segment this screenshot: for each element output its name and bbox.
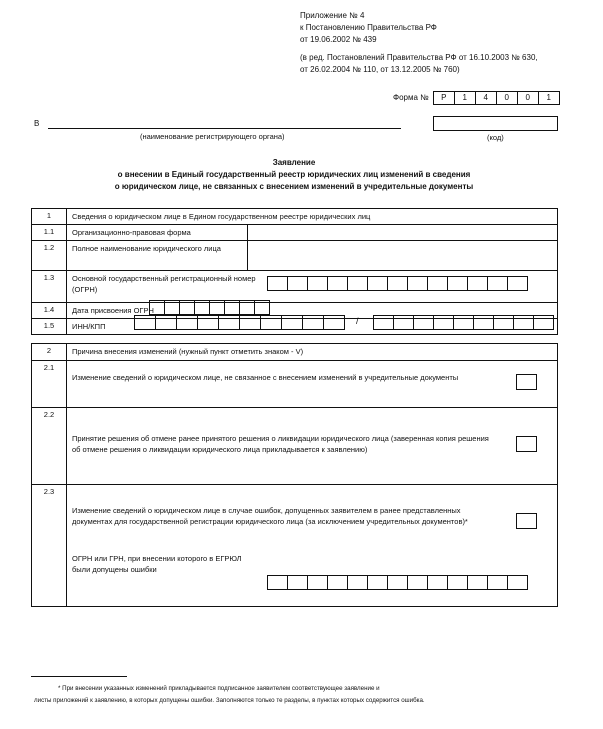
appendix-line-2: к Постановлению Правительства РФ [300, 23, 437, 32]
row-1-4-label: Дата присвоения ОГРН [67, 303, 558, 319]
footnote-line-1: * При внесении указанных изменений прикладывается подписанное заявителем соответствующее заявление и [58, 685, 380, 692]
row-1-5-num: 1.5 [32, 319, 67, 335]
section-2-title: Причина внесения изменений (нужный пункт отметить знаком - V) [67, 344, 558, 361]
form-code-cell: 0 [517, 91, 539, 105]
row-1-3-label: Основной государственный регистрационный номер (ОГРН) [67, 271, 558, 303]
form-code-cell: 4 [475, 91, 497, 105]
footnote-line-2: листы приложений к заявлению, в которых допущены ошибки. Заполняются только те разделы, в пунктах которых содержится ошибка. [34, 697, 425, 704]
section-2-num: 2 [32, 344, 67, 361]
kpp-grid[interactable] [374, 315, 554, 330]
form-number [393, 91, 560, 105]
ogrn-grid[interactable] [268, 276, 528, 291]
ogrn-grn-grid[interactable] [268, 575, 528, 590]
title-line-1: Заявление [272, 158, 316, 167]
section-1-num: 1 [32, 209, 67, 225]
appendix-line-3: от 19.06.2002 № 439 [300, 35, 377, 44]
authority-caption: (наименование регистрирующего органа) [140, 132, 285, 141]
title-line-3: о юридическом лице, не связанных с внесением изменений в учредительные документы [114, 182, 474, 191]
footnote-divider [31, 676, 127, 677]
row-2-2-label: Принятие решения об отмене ранее принятого решения о ликвидации юридического лица (заверенная копия решения об отмене решения о ликвидации юридического лица прикладывается к заявлению) [72, 434, 489, 454]
row-2-2-cell [67, 408, 558, 485]
full-name-field[interactable] [248, 241, 558, 271]
authority-name-field[interactable] [48, 128, 401, 129]
footnote [34, 683, 594, 707]
form-code-cell: Р [433, 91, 455, 105]
section-2-table [31, 343, 558, 607]
form-label: Форма № [393, 93, 429, 102]
row-2-3-label: Изменение сведений о юридическом лице в случае ошибок, допущенных заявителем в ранее представленных документах для государственной регистрации юридического лица (за исключением учредительных документов)* [72, 506, 468, 526]
row-2-1-cell [67, 361, 558, 408]
code-caption: (код) [487, 133, 504, 142]
form-code-cell: 1 [538, 91, 560, 105]
section-1-title: Сведения о юридическом лице в Едином государственном реестре юридических лиц [67, 209, 558, 225]
legal-form-field[interactable] [248, 225, 558, 241]
row-2-3-sublabel: ОГРН или ГРН, при внесении которого в ЕГРЮЛ были допущены ошибки [72, 554, 242, 574]
row-1-2-num: 1.2 [32, 241, 67, 271]
row-1-1-label: Организационно-правовая форма [67, 225, 248, 241]
document-title [30, 157, 558, 193]
row-1-3-num: 1.3 [32, 271, 67, 303]
row-2-3-num: 2.3 [32, 485, 67, 607]
row-2-2-num: 2.2 [32, 408, 67, 485]
edition-line-2: от 26.02.2004 № 110, от 13.12.2005 № 760) [300, 65, 460, 74]
title-line-2: о внесении в Единый государственный реестр юридических лиц изменений в сведения [117, 170, 471, 179]
checkbox-2-3[interactable] [516, 513, 537, 529]
inn-kpp-separator: / [356, 316, 359, 326]
row-2-1-num: 2.1 [32, 361, 67, 408]
form-code-cell: 0 [496, 91, 518, 105]
authority-prefix: В [34, 119, 40, 128]
edition-line-1: (в ред. Постановлений Правительства РФ от 16.10.2003 № 630, [300, 53, 538, 62]
checkbox-2-2[interactable] [516, 436, 537, 452]
form-code-cell: 1 [454, 91, 476, 105]
authority-code-field[interactable] [433, 116, 558, 131]
ogrn-date-grid[interactable] [150, 300, 270, 315]
inn-grid[interactable] [135, 315, 345, 330]
checkbox-2-1[interactable] [516, 374, 537, 390]
row-1-5-label: ИНН/КПП [67, 319, 558, 335]
appendix-header [300, 10, 538, 76]
row-1-2-label: Полное наименование юридического лица [67, 241, 248, 271]
row-1-1-num: 1.1 [32, 225, 67, 241]
row-1-4-num: 1.4 [32, 303, 67, 319]
row-2-1-label: Изменение сведений о юридическом лице, не связанное с внесением изменений в учредительные документы [72, 373, 459, 382]
appendix-line-1: Приложение № 4 [300, 11, 365, 20]
